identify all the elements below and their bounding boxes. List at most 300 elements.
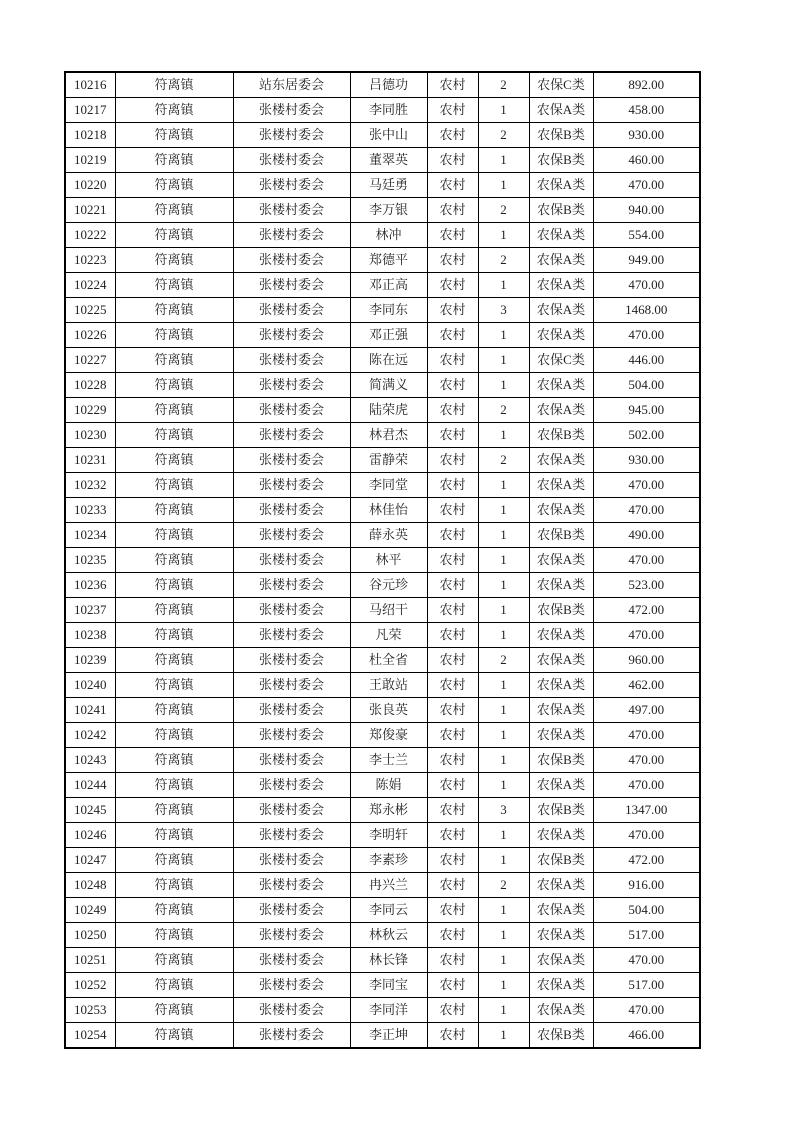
cell-village-committee: 张楼村委会: [233, 923, 350, 948]
table-row: [65, 773, 700, 798]
table-row: [65, 748, 700, 773]
cell-person-name: 吕德功: [350, 72, 427, 98]
cell-person-count: 1: [478, 573, 529, 598]
cell-record-id: 10226: [65, 323, 115, 348]
cell-town: 符离镇: [115, 623, 233, 648]
cell-residence-type: 农村: [427, 848, 478, 873]
cell-person-count: 1: [478, 773, 529, 798]
table-row: [65, 523, 700, 548]
cell-insurance-category: 农保B类: [529, 798, 593, 823]
cell-record-id: 10245: [65, 798, 115, 823]
cell-residence-type: 农村: [427, 1023, 478, 1049]
cell-residence-type: 农村: [427, 223, 478, 248]
cell-insurance-category: 农保A类: [529, 323, 593, 348]
cell-person-name: 李同宝: [350, 973, 427, 998]
table-row: [65, 473, 700, 498]
cell-residence-type: 农村: [427, 173, 478, 198]
cell-person-count: 1: [478, 898, 529, 923]
cell-insurance-category: 农保A类: [529, 248, 593, 273]
cell-village-committee: 张楼村委会: [233, 798, 350, 823]
cell-insurance-category: 农保A类: [529, 473, 593, 498]
cell-person-name: 郑永彬: [350, 798, 427, 823]
cell-person-count: 1: [478, 173, 529, 198]
cell-record-id: 10227: [65, 348, 115, 373]
table-row: [65, 323, 700, 348]
cell-residence-type: 农村: [427, 448, 478, 473]
cell-insurance-category: 农保A类: [529, 548, 593, 573]
table-body: [65, 72, 700, 1048]
cell-person-count: 2: [478, 398, 529, 423]
cell-person-name: 冉兴兰: [350, 873, 427, 898]
cell-village-committee: 张楼村委会: [233, 673, 350, 698]
cell-amount: 930.00: [593, 448, 700, 473]
cell-amount: 470.00: [593, 173, 700, 198]
cell-person-name: 林君杰: [350, 423, 427, 448]
cell-insurance-category: 农保C类: [529, 72, 593, 98]
cell-village-committee: 张楼村委会: [233, 598, 350, 623]
cell-insurance-category: 农保A类: [529, 373, 593, 398]
table-row: [65, 623, 700, 648]
cell-amount: 517.00: [593, 973, 700, 998]
cell-person-name: 陈在远: [350, 348, 427, 373]
cell-residence-type: 农村: [427, 398, 478, 423]
cell-residence-type: 农村: [427, 873, 478, 898]
cell-residence-type: 农村: [427, 973, 478, 998]
cell-insurance-category: 农保A类: [529, 398, 593, 423]
cell-town: 符离镇: [115, 673, 233, 698]
cell-town: 符离镇: [115, 173, 233, 198]
cell-record-id: 10248: [65, 873, 115, 898]
cell-town: 符离镇: [115, 898, 233, 923]
cell-amount: 458.00: [593, 98, 700, 123]
table-row: [65, 348, 700, 373]
cell-record-id: 10243: [65, 748, 115, 773]
table-row: [65, 148, 700, 173]
cell-village-committee: 张楼村委会: [233, 348, 350, 373]
cell-person-name: 李同洋: [350, 998, 427, 1023]
cell-town: 符离镇: [115, 98, 233, 123]
cell-town: 符离镇: [115, 923, 233, 948]
table-row: [65, 673, 700, 698]
cell-person-name: 郑俊豪: [350, 723, 427, 748]
cell-insurance-category: 农保C类: [529, 348, 593, 373]
cell-amount: 470.00: [593, 773, 700, 798]
cell-record-id: 10252: [65, 973, 115, 998]
cell-person-count: 2: [478, 123, 529, 148]
cell-town: 符离镇: [115, 348, 233, 373]
cell-residence-type: 农村: [427, 998, 478, 1023]
table-row: [65, 223, 700, 248]
cell-record-id: 10251: [65, 948, 115, 973]
cell-town: 符离镇: [115, 523, 233, 548]
cell-town: 符离镇: [115, 473, 233, 498]
cell-record-id: 10244: [65, 773, 115, 798]
cell-insurance-category: 农保A类: [529, 173, 593, 198]
cell-person-name: 林秋云: [350, 923, 427, 948]
cell-residence-type: 农村: [427, 723, 478, 748]
cell-record-id: 10223: [65, 248, 115, 273]
cell-amount: 470.00: [593, 748, 700, 773]
cell-person-name: 陈娟: [350, 773, 427, 798]
cell-person-count: 1: [478, 323, 529, 348]
cell-insurance-category: 农保A类: [529, 673, 593, 698]
cell-person-name: 谷元珍: [350, 573, 427, 598]
cell-record-id: 10231: [65, 448, 115, 473]
cell-village-committee: 张楼村委会: [233, 748, 350, 773]
cell-person-count: 1: [478, 823, 529, 848]
cell-village-committee: 张楼村委会: [233, 198, 350, 223]
cell-person-count: 1: [478, 698, 529, 723]
cell-residence-type: 农村: [427, 573, 478, 598]
cell-person-count: 1: [478, 498, 529, 523]
cell-insurance-category: 农保A类: [529, 573, 593, 598]
table-row: [65, 698, 700, 723]
cell-person-name: 马绍干: [350, 598, 427, 623]
cell-amount: 960.00: [593, 648, 700, 673]
table-row: [65, 373, 700, 398]
cell-person-name: 王敢站: [350, 673, 427, 698]
cell-record-id: 10225: [65, 298, 115, 323]
cell-insurance-category: 农保B类: [529, 198, 593, 223]
cell-town: 符离镇: [115, 72, 233, 98]
cell-residence-type: 农村: [427, 773, 478, 798]
cell-insurance-category: 农保A类: [529, 948, 593, 973]
cell-record-id: 10228: [65, 373, 115, 398]
cell-amount: 497.00: [593, 698, 700, 723]
cell-village-committee: 张楼村委会: [233, 223, 350, 248]
cell-insurance-category: 农保B类: [529, 123, 593, 148]
cell-village-committee: 张楼村委会: [233, 998, 350, 1023]
cell-town: 符离镇: [115, 273, 233, 298]
cell-record-id: 10229: [65, 398, 115, 423]
table-row: [65, 123, 700, 148]
cell-residence-type: 农村: [427, 548, 478, 573]
cell-person-name: 薛永英: [350, 523, 427, 548]
table-row: [65, 973, 700, 998]
cell-town: 符离镇: [115, 123, 233, 148]
cell-record-id: 10238: [65, 623, 115, 648]
cell-person-count: 1: [478, 598, 529, 623]
cell-village-committee: 张楼村委会: [233, 648, 350, 673]
cell-town: 符离镇: [115, 298, 233, 323]
cell-village-committee: 张楼村委会: [233, 98, 350, 123]
cell-insurance-category: 农保A类: [529, 723, 593, 748]
table-row: [65, 798, 700, 823]
cell-amount: 470.00: [593, 473, 700, 498]
cell-person-name: 马廷勇: [350, 173, 427, 198]
table-row: [65, 898, 700, 923]
cell-village-committee: 张楼村委会: [233, 273, 350, 298]
cell-town: 符离镇: [115, 723, 233, 748]
cell-record-id: 10217: [65, 98, 115, 123]
cell-insurance-category: 农保A类: [529, 998, 593, 1023]
cell-person-name: 李正坤: [350, 1023, 427, 1049]
table-row: [65, 448, 700, 473]
cell-person-name: 凡荣: [350, 623, 427, 648]
cell-record-id: 10239: [65, 648, 115, 673]
cell-person-count: 3: [478, 298, 529, 323]
cell-residence-type: 农村: [427, 298, 478, 323]
cell-amount: 916.00: [593, 873, 700, 898]
cell-person-name: 张良英: [350, 698, 427, 723]
cell-amount: 470.00: [593, 948, 700, 973]
cell-record-id: 10241: [65, 698, 115, 723]
cell-person-count: 2: [478, 72, 529, 98]
cell-village-committee: 张楼村委会: [233, 173, 350, 198]
cell-record-id: 10249: [65, 898, 115, 923]
cell-residence-type: 农村: [427, 673, 478, 698]
cell-insurance-category: 农保B类: [529, 848, 593, 873]
cell-village-committee: 张楼村委会: [233, 398, 350, 423]
cell-residence-type: 农村: [427, 798, 478, 823]
cell-amount: 930.00: [593, 123, 700, 148]
cell-person-name: 林佳怡: [350, 498, 427, 523]
cell-amount: 490.00: [593, 523, 700, 548]
cell-town: 符离镇: [115, 448, 233, 473]
cell-village-committee: 张楼村委会: [233, 898, 350, 923]
table-row: [65, 923, 700, 948]
cell-amount: 504.00: [593, 373, 700, 398]
cell-village-committee: 张楼村委会: [233, 623, 350, 648]
cell-village-committee: 张楼村委会: [233, 523, 350, 548]
cell-person-count: 1: [478, 348, 529, 373]
cell-insurance-category: 农保A类: [529, 698, 593, 723]
cell-record-id: 10230: [65, 423, 115, 448]
cell-amount: 470.00: [593, 498, 700, 523]
cell-village-committee: 张楼村委会: [233, 423, 350, 448]
cell-person-count: 1: [478, 948, 529, 973]
cell-town: 符离镇: [115, 748, 233, 773]
cell-insurance-category: 农保A类: [529, 873, 593, 898]
cell-amount: 470.00: [593, 273, 700, 298]
cell-person-name: 林长锋: [350, 948, 427, 973]
cell-person-name: 邓正高: [350, 273, 427, 298]
cell-village-committee: 张楼村委会: [233, 773, 350, 798]
cell-person-count: 1: [478, 673, 529, 698]
cell-person-count: 3: [478, 798, 529, 823]
cell-person-name: 简满义: [350, 373, 427, 398]
cell-residence-type: 农村: [427, 273, 478, 298]
cell-insurance-category: 农保A类: [529, 898, 593, 923]
cell-town: 符离镇: [115, 398, 233, 423]
table-row: [65, 998, 700, 1023]
cell-residence-type: 农村: [427, 923, 478, 948]
cell-person-count: 1: [478, 973, 529, 998]
cell-amount: 940.00: [593, 198, 700, 223]
cell-residence-type: 农村: [427, 748, 478, 773]
cell-residence-type: 农村: [427, 823, 478, 848]
cell-person-count: 1: [478, 423, 529, 448]
table-row: [65, 648, 700, 673]
cell-residence-type: 农村: [427, 698, 478, 723]
cell-amount: 470.00: [593, 548, 700, 573]
cell-amount: 460.00: [593, 148, 700, 173]
cell-residence-type: 农村: [427, 623, 478, 648]
cell-village-committee: 张楼村委会: [233, 723, 350, 748]
cell-town: 符离镇: [115, 773, 233, 798]
cell-town: 符离镇: [115, 498, 233, 523]
cell-person-name: 李士兰: [350, 748, 427, 773]
cell-town: 符离镇: [115, 998, 233, 1023]
cell-town: 符离镇: [115, 648, 233, 673]
cell-residence-type: 农村: [427, 498, 478, 523]
cell-amount: 502.00: [593, 423, 700, 448]
cell-amount: 554.00: [593, 223, 700, 248]
table-row: [65, 273, 700, 298]
cell-record-id: 10218: [65, 123, 115, 148]
cell-residence-type: 农村: [427, 98, 478, 123]
cell-village-committee: 站东居委会: [233, 72, 350, 98]
cell-person-count: 1: [478, 273, 529, 298]
cell-person-name: 雷静荣: [350, 448, 427, 473]
cell-village-committee: 张楼村委会: [233, 948, 350, 973]
cell-insurance-category: 农保A类: [529, 273, 593, 298]
cell-person-count: 1: [478, 723, 529, 748]
table-row: [65, 98, 700, 123]
table-row: [65, 423, 700, 448]
cell-amount: 470.00: [593, 823, 700, 848]
cell-residence-type: 农村: [427, 248, 478, 273]
table-row: [65, 198, 700, 223]
cell-village-committee: 张楼村委会: [233, 498, 350, 523]
table-row: [65, 873, 700, 898]
cell-insurance-category: 农保A类: [529, 823, 593, 848]
cell-insurance-category: 农保A类: [529, 223, 593, 248]
cell-residence-type: 农村: [427, 423, 478, 448]
cell-village-committee: 张楼村委会: [233, 573, 350, 598]
cell-village-committee: 张楼村委会: [233, 123, 350, 148]
cell-residence-type: 农村: [427, 523, 478, 548]
cell-record-id: 10246: [65, 823, 115, 848]
cell-town: 符离镇: [115, 848, 233, 873]
cell-person-name: 李同云: [350, 898, 427, 923]
cell-insurance-category: 农保A类: [529, 923, 593, 948]
table-row: [65, 723, 700, 748]
cell-town: 符离镇: [115, 423, 233, 448]
cell-amount: 1468.00: [593, 298, 700, 323]
cell-insurance-category: 农保A类: [529, 298, 593, 323]
cell-amount: 504.00: [593, 898, 700, 923]
cell-person-name: 李同东: [350, 298, 427, 323]
cell-insurance-category: 农保A类: [529, 648, 593, 673]
cell-insurance-category: 农保B类: [529, 148, 593, 173]
cell-record-id: 10216: [65, 72, 115, 98]
cell-person-name: 李素珍: [350, 848, 427, 873]
cell-person-count: 1: [478, 848, 529, 873]
cell-record-id: 10235: [65, 548, 115, 573]
cell-amount: 470.00: [593, 723, 700, 748]
cell-residence-type: 农村: [427, 348, 478, 373]
cell-record-id: 10219: [65, 148, 115, 173]
cell-record-id: 10232: [65, 473, 115, 498]
cell-village-committee: 张楼村委会: [233, 848, 350, 873]
cell-residence-type: 农村: [427, 598, 478, 623]
table-row: [65, 298, 700, 323]
cell-village-committee: 张楼村委会: [233, 873, 350, 898]
cell-person-name: 郑德平: [350, 248, 427, 273]
cell-amount: 945.00: [593, 398, 700, 423]
cell-record-id: 10254: [65, 1023, 115, 1049]
cell-person-count: 1: [478, 473, 529, 498]
cell-insurance-category: 农保B类: [529, 1023, 593, 1049]
cell-person-count: 2: [478, 648, 529, 673]
cell-town: 符离镇: [115, 148, 233, 173]
cell-record-id: 10220: [65, 173, 115, 198]
table-row: [65, 173, 700, 198]
cell-person-name: 杜全省: [350, 648, 427, 673]
table-row: [65, 573, 700, 598]
cell-person-count: 2: [478, 448, 529, 473]
cell-person-count: 1: [478, 548, 529, 573]
cell-amount: 470.00: [593, 323, 700, 348]
cell-insurance-category: 农保B类: [529, 748, 593, 773]
cell-person-name: 张中山: [350, 123, 427, 148]
cell-town: 符离镇: [115, 598, 233, 623]
cell-person-count: 1: [478, 748, 529, 773]
cell-residence-type: 农村: [427, 473, 478, 498]
cell-record-id: 10237: [65, 598, 115, 623]
cell-record-id: 10240: [65, 673, 115, 698]
table-row: [65, 548, 700, 573]
table-row: [65, 248, 700, 273]
table-row: [65, 498, 700, 523]
cell-person-count: 1: [478, 98, 529, 123]
cell-amount: 472.00: [593, 598, 700, 623]
cell-person-count: 1: [478, 148, 529, 173]
cell-town: 符离镇: [115, 798, 233, 823]
insurance-payout-table: [64, 71, 701, 1049]
cell-residence-type: 农村: [427, 323, 478, 348]
cell-village-committee: 张楼村委会: [233, 298, 350, 323]
cell-amount: 517.00: [593, 923, 700, 948]
cell-town: 符离镇: [115, 548, 233, 573]
cell-amount: 462.00: [593, 673, 700, 698]
cell-village-committee: 张楼村委会: [233, 1023, 350, 1049]
cell-village-committee: 张楼村委会: [233, 698, 350, 723]
cell-amount: 470.00: [593, 998, 700, 1023]
cell-town: 符离镇: [115, 698, 233, 723]
cell-insurance-category: 农保A类: [529, 973, 593, 998]
cell-town: 符离镇: [115, 873, 233, 898]
cell-person-count: 2: [478, 198, 529, 223]
table-row: [65, 72, 700, 98]
cell-person-name: 林冲: [350, 223, 427, 248]
cell-person-count: 2: [478, 248, 529, 273]
cell-insurance-category: 农保B类: [529, 523, 593, 548]
cell-record-id: 10221: [65, 198, 115, 223]
cell-amount: 446.00: [593, 348, 700, 373]
table-row: [65, 848, 700, 873]
cell-person-count: 1: [478, 623, 529, 648]
table-row: [65, 598, 700, 623]
cell-person-name: 李同堂: [350, 473, 427, 498]
cell-record-id: 10242: [65, 723, 115, 748]
cell-town: 符离镇: [115, 973, 233, 998]
cell-village-committee: 张楼村委会: [233, 548, 350, 573]
cell-town: 符离镇: [115, 248, 233, 273]
cell-record-id: 10247: [65, 848, 115, 873]
cell-town: 符离镇: [115, 223, 233, 248]
cell-record-id: 10222: [65, 223, 115, 248]
cell-amount: 949.00: [593, 248, 700, 273]
cell-village-committee: 张楼村委会: [233, 248, 350, 273]
cell-amount: 892.00: [593, 72, 700, 98]
cell-person-name: 李同胜: [350, 98, 427, 123]
cell-residence-type: 农村: [427, 198, 478, 223]
cell-residence-type: 农村: [427, 123, 478, 148]
cell-record-id: 10233: [65, 498, 115, 523]
cell-person-name: 董翠英: [350, 148, 427, 173]
